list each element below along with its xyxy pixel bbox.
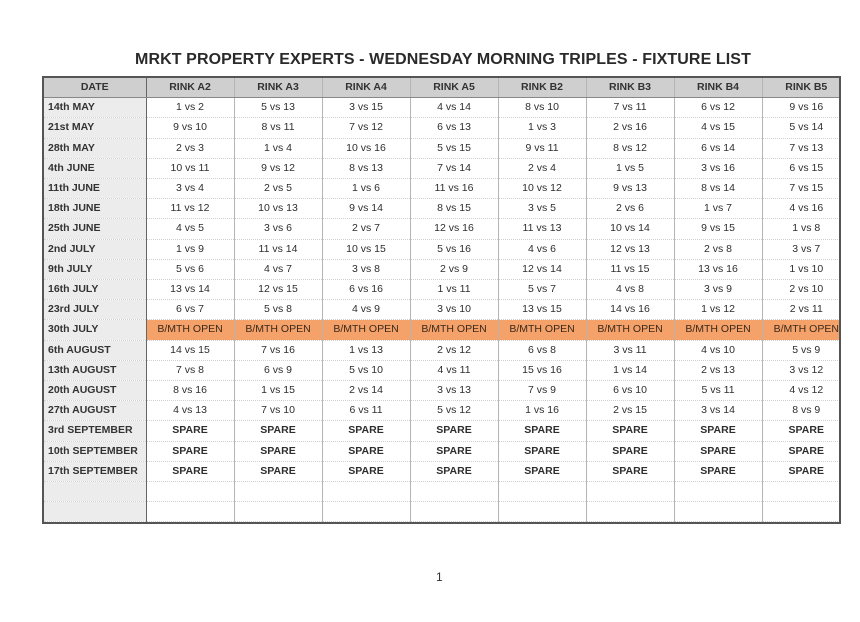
fixture-cell: 7 vs 11	[586, 98, 674, 118]
fixture-cell: 7 vs 12	[322, 118, 410, 138]
fixture-cell: 10 vs 13	[234, 199, 322, 219]
fixture-cell: 7 vs 15	[762, 179, 841, 199]
fixture-cell: 12 vs 16	[410, 219, 498, 239]
fixture-cell: 2 vs 11	[762, 300, 841, 320]
fixture-cell: 12 vs 15	[234, 280, 322, 300]
fixture-cell: 10 vs 11	[146, 158, 234, 178]
fixture-cell: 8 vs 16	[146, 381, 234, 401]
fixture-cell	[674, 482, 762, 502]
fixture-cell: 6 vs 8	[498, 340, 586, 360]
date-cell: 16th JULY	[44, 280, 146, 300]
fixture-cell: 4 vs 14	[410, 98, 498, 118]
fixture-cell: 3 vs 6	[234, 219, 322, 239]
fixture-cell: 4 vs 16	[762, 199, 841, 219]
fixture-cell: 4 vs 15	[674, 118, 762, 138]
date-cell	[44, 502, 146, 522]
fixture-cell: SPARE	[498, 441, 586, 461]
fixture-cell: 3 vs 15	[322, 98, 410, 118]
fixture-cell: SPARE	[234, 461, 322, 481]
fixture-cell: 2 vs 10	[762, 280, 841, 300]
fixture-cell: 9 vs 16	[762, 98, 841, 118]
fixture-cell: 1 vs 16	[498, 401, 586, 421]
fixture-cell: SPARE	[322, 421, 410, 441]
fixture-cell: 5 vs 13	[234, 98, 322, 118]
date-cell: 11th JUNE	[44, 179, 146, 199]
fixture-cell: SPARE	[586, 421, 674, 441]
fixture-cell: 10 vs 15	[322, 239, 410, 259]
table-row	[44, 138, 841, 158]
fixture-cell: 12 vs 13	[586, 239, 674, 259]
date-cell: 14th MAY	[44, 98, 146, 118]
fixture-cell: 4 vs 10	[674, 340, 762, 360]
fixture-cell: 13 vs 14	[146, 280, 234, 300]
fixture-cell	[410, 502, 498, 522]
fixture-cell: 3 vs 14	[674, 401, 762, 421]
fixture-cell: 11 vs 14	[234, 239, 322, 259]
fixture-cell: SPARE	[322, 441, 410, 461]
fixture-cell: 2 vs 5	[234, 179, 322, 199]
fixture-cell: 10 vs 16	[322, 138, 410, 158]
fixture-cell: 1 vs 3	[498, 118, 586, 138]
fixture-cell: 10 vs 14	[586, 219, 674, 239]
fixture-cell	[234, 502, 322, 522]
table-row	[44, 482, 841, 502]
fixture-cell: 1 vs 4	[234, 138, 322, 158]
fixture-cell: 2 vs 12	[410, 340, 498, 360]
fixture-cell: SPARE	[410, 441, 498, 461]
fixture-cell	[322, 502, 410, 522]
fixture-cell: 1 vs 8	[762, 219, 841, 239]
fixture-cell: 4 vs 8	[586, 280, 674, 300]
fixture-cell: 2 vs 8	[674, 239, 762, 259]
table-row	[44, 118, 841, 138]
fixture-table-frame	[42, 76, 841, 524]
page-number: 1	[436, 570, 443, 584]
fixture-cell: B/MTH OPEN	[498, 320, 586, 340]
fixture-cell: 1 vs 2	[146, 98, 234, 118]
fixture-cell: 11 vs 13	[498, 219, 586, 239]
fixture-cell: 3 vs 9	[674, 280, 762, 300]
fixture-cell: 3 vs 4	[146, 179, 234, 199]
fixture-cell: 2 vs 3	[146, 138, 234, 158]
fixture-cell: 5 vs 15	[410, 138, 498, 158]
fixture-cell: 8 vs 14	[674, 179, 762, 199]
fixture-cell: 1 vs 9	[146, 239, 234, 259]
date-cell	[44, 482, 146, 502]
table-row	[44, 259, 841, 279]
fixture-cell: B/MTH OPEN	[674, 320, 762, 340]
fixture-cell: 2 vs 9	[410, 259, 498, 279]
fixture-cell: B/MTH OPEN	[410, 320, 498, 340]
table-row	[44, 219, 841, 239]
fixture-cell: 1 vs 6	[322, 179, 410, 199]
table-row	[44, 421, 841, 441]
fixture-cell: 6 vs 10	[586, 381, 674, 401]
fixture-table-body	[44, 98, 841, 522]
fixture-cell: 3 vs 10	[410, 300, 498, 320]
table-row	[44, 280, 841, 300]
fixture-cell: 2 vs 14	[322, 381, 410, 401]
fixture-cell: SPARE	[586, 441, 674, 461]
date-cell: 28th MAY	[44, 138, 146, 158]
fixture-cell: 7 vs 14	[410, 158, 498, 178]
fixture-cell	[410, 482, 498, 502]
fixture-cell: 5 vs 7	[498, 280, 586, 300]
fixture-cell: 7 vs 8	[146, 360, 234, 380]
fixture-cell: 6 vs 7	[146, 300, 234, 320]
fixture-cell: 3 vs 5	[498, 199, 586, 219]
fixture-cell: B/MTH OPEN	[146, 320, 234, 340]
fixture-cell: 6 vs 15	[762, 158, 841, 178]
fixture-cell: B/MTH OPEN	[762, 320, 841, 340]
fixture-cell: 4 vs 12	[762, 381, 841, 401]
fixture-cell: SPARE	[234, 421, 322, 441]
fixture-cell: 1 vs 10	[762, 259, 841, 279]
fixture-cell: 13 vs 15	[498, 300, 586, 320]
fixture-cell: 3 vs 13	[410, 381, 498, 401]
table-row	[44, 461, 841, 481]
fixture-cell: SPARE	[674, 441, 762, 461]
fixture-cell: 3 vs 16	[674, 158, 762, 178]
column-header-rink-a3: RINK A3	[234, 78, 322, 98]
date-cell: 4th JUNE	[44, 158, 146, 178]
fixture-cell: 4 vs 13	[146, 401, 234, 421]
date-cell: 30th JULY	[44, 320, 146, 340]
fixture-cell	[498, 502, 586, 522]
fixture-cell: SPARE	[410, 421, 498, 441]
table-row	[44, 239, 841, 259]
fixture-cell: 9 vs 11	[498, 138, 586, 158]
fixture-cell: 1 vs 15	[234, 381, 322, 401]
fixture-cell: B/MTH OPEN	[234, 320, 322, 340]
fixture-cell	[762, 482, 841, 502]
fixture-cell: 2 vs 13	[674, 360, 762, 380]
fixture-cell: 5 vs 11	[674, 381, 762, 401]
table-row	[44, 320, 841, 340]
fixture-cell: SPARE	[498, 461, 586, 481]
fixture-cell: 1 vs 5	[586, 158, 674, 178]
fixture-cell: 8 vs 9	[762, 401, 841, 421]
fixture-cell: 4 vs 9	[322, 300, 410, 320]
column-header-rink-b5: RINK B5	[762, 78, 841, 98]
fixture-cell: 1 vs 12	[674, 300, 762, 320]
table-row	[44, 502, 841, 522]
fixture-cell: 5 vs 14	[762, 118, 841, 138]
fixture-cell: 2 vs 7	[322, 219, 410, 239]
fixture-cell: 12 vs 14	[498, 259, 586, 279]
fixture-cell: 7 vs 13	[762, 138, 841, 158]
fixture-cell: 2 vs 15	[586, 401, 674, 421]
fixture-cell: SPARE	[322, 461, 410, 481]
fixture-cell: SPARE	[762, 421, 841, 441]
fixture-cell: 8 vs 11	[234, 118, 322, 138]
fixture-cell: 11 vs 12	[146, 199, 234, 219]
fixture-cell: 8 vs 15	[410, 199, 498, 219]
fixture-cell: 1 vs 7	[674, 199, 762, 219]
fixture-cell	[586, 482, 674, 502]
fixture-cell: 9 vs 12	[234, 158, 322, 178]
fixture-cell: 10 vs 12	[498, 179, 586, 199]
fixture-cell: 6 vs 16	[322, 280, 410, 300]
table-row	[44, 199, 841, 219]
fixture-cell: 1 vs 11	[410, 280, 498, 300]
fixture-cell: 4 vs 5	[146, 219, 234, 239]
fixture-cell: 6 vs 13	[410, 118, 498, 138]
fixture-cell: 7 vs 10	[234, 401, 322, 421]
date-cell: 23rd JULY	[44, 300, 146, 320]
fixture-cell: 1 vs 14	[586, 360, 674, 380]
table-row	[44, 98, 841, 118]
fixture-cell	[322, 482, 410, 502]
table-row	[44, 401, 841, 421]
fixture-cell: 3 vs 7	[762, 239, 841, 259]
date-cell: 2nd JULY	[44, 239, 146, 259]
fixture-cell: SPARE	[762, 461, 841, 481]
date-cell: 21st MAY	[44, 118, 146, 138]
date-cell: 13th AUGUST	[44, 360, 146, 380]
fixture-cell: 3 vs 12	[762, 360, 841, 380]
fixture-cell: 1 vs 13	[322, 340, 410, 360]
fixture-cell: 5 vs 10	[322, 360, 410, 380]
fixture-cell: SPARE	[762, 441, 841, 461]
fixture-cell: 7 vs 9	[498, 381, 586, 401]
fixture-cell	[674, 502, 762, 522]
fixture-cell: SPARE	[586, 461, 674, 481]
fixture-cell: 5 vs 16	[410, 239, 498, 259]
fixture-cell: 14 vs 15	[146, 340, 234, 360]
fixture-cell: 2 vs 16	[586, 118, 674, 138]
date-cell: 3rd SEPTEMBER	[44, 421, 146, 441]
fixture-cell: SPARE	[498, 421, 586, 441]
table-row	[44, 158, 841, 178]
fixture-cell: 2 vs 4	[498, 158, 586, 178]
column-header-rink-b2: RINK B2	[498, 78, 586, 98]
fixture-cell: 15 vs 16	[498, 360, 586, 380]
fixture-cell: 9 vs 10	[146, 118, 234, 138]
fixture-cell: SPARE	[146, 441, 234, 461]
fixture-cell	[498, 482, 586, 502]
fixture-cell: SPARE	[410, 461, 498, 481]
fixture-cell	[586, 502, 674, 522]
fixture-cell: 8 vs 13	[322, 158, 410, 178]
table-row	[44, 179, 841, 199]
column-header-rink-a4: RINK A4	[322, 78, 410, 98]
fixture-cell: 8 vs 12	[586, 138, 674, 158]
date-cell: 18th JUNE	[44, 199, 146, 219]
fixture-cell	[146, 502, 234, 522]
table-row	[44, 441, 841, 461]
header-row	[44, 78, 841, 98]
fixture-cell: SPARE	[234, 441, 322, 461]
date-cell: 17th SEPTEMBER	[44, 461, 146, 481]
column-header-rink-a5: RINK A5	[410, 78, 498, 98]
column-header-rink-b4: RINK B4	[674, 78, 762, 98]
fixture-cell: SPARE	[674, 461, 762, 481]
fixture-cell: 4 vs 7	[234, 259, 322, 279]
fixture-cell: 9 vs 15	[674, 219, 762, 239]
column-header-date: DATE	[44, 78, 146, 98]
fixture-cell: 9 vs 13	[586, 179, 674, 199]
fixture-cell: 5 vs 12	[410, 401, 498, 421]
page-title: MRKT PROPERTY EXPERTS - WEDNESDAY MORNING TRIPLES - FIXTURE LIST	[135, 51, 751, 68]
date-cell: 20th AUGUST	[44, 381, 146, 401]
fixture-cell: 13 vs 16	[674, 259, 762, 279]
fixture-cell: 11 vs 16	[410, 179, 498, 199]
column-header-rink-a2: RINK A2	[146, 78, 234, 98]
fixture-table	[44, 78, 841, 522]
fixture-cell: 8 vs 10	[498, 98, 586, 118]
table-row	[44, 300, 841, 320]
fixture-cell	[146, 482, 234, 502]
fixture-cell: 9 vs 14	[322, 199, 410, 219]
date-cell: 27th AUGUST	[44, 401, 146, 421]
fixture-cell: SPARE	[674, 421, 762, 441]
fixture-cell	[234, 482, 322, 502]
fixture-cell: 11 vs 15	[586, 259, 674, 279]
date-cell: 25th JUNE	[44, 219, 146, 239]
fixture-cell: 14 vs 16	[586, 300, 674, 320]
fixture-cell: 5 vs 9	[762, 340, 841, 360]
fixture-cell: 6 vs 12	[674, 98, 762, 118]
fixture-cell	[762, 502, 841, 522]
fixture-cell: SPARE	[146, 461, 234, 481]
fixture-cell: 6 vs 11	[322, 401, 410, 421]
fixture-cell: 5 vs 8	[234, 300, 322, 320]
fixture-cell: 3 vs 8	[322, 259, 410, 279]
table-row	[44, 381, 841, 401]
table-row	[44, 360, 841, 380]
fixture-cell: B/MTH OPEN	[586, 320, 674, 340]
fixture-cell: B/MTH OPEN	[322, 320, 410, 340]
date-cell: 10th SEPTEMBER	[44, 441, 146, 461]
date-cell: 9th JULY	[44, 259, 146, 279]
fixture-cell: 5 vs 6	[146, 259, 234, 279]
fixture-cell: 6 vs 9	[234, 360, 322, 380]
fixture-cell: 4 vs 6	[498, 239, 586, 259]
table-row	[44, 340, 841, 360]
fixture-cell: SPARE	[146, 421, 234, 441]
fixture-cell: 6 vs 14	[674, 138, 762, 158]
fixture-cell: 3 vs 11	[586, 340, 674, 360]
fixture-cell: 2 vs 6	[586, 199, 674, 219]
fixture-cell: 4 vs 11	[410, 360, 498, 380]
column-header-rink-b3: RINK B3	[586, 78, 674, 98]
fixture-cell: 7 vs 16	[234, 340, 322, 360]
date-cell: 6th AUGUST	[44, 340, 146, 360]
